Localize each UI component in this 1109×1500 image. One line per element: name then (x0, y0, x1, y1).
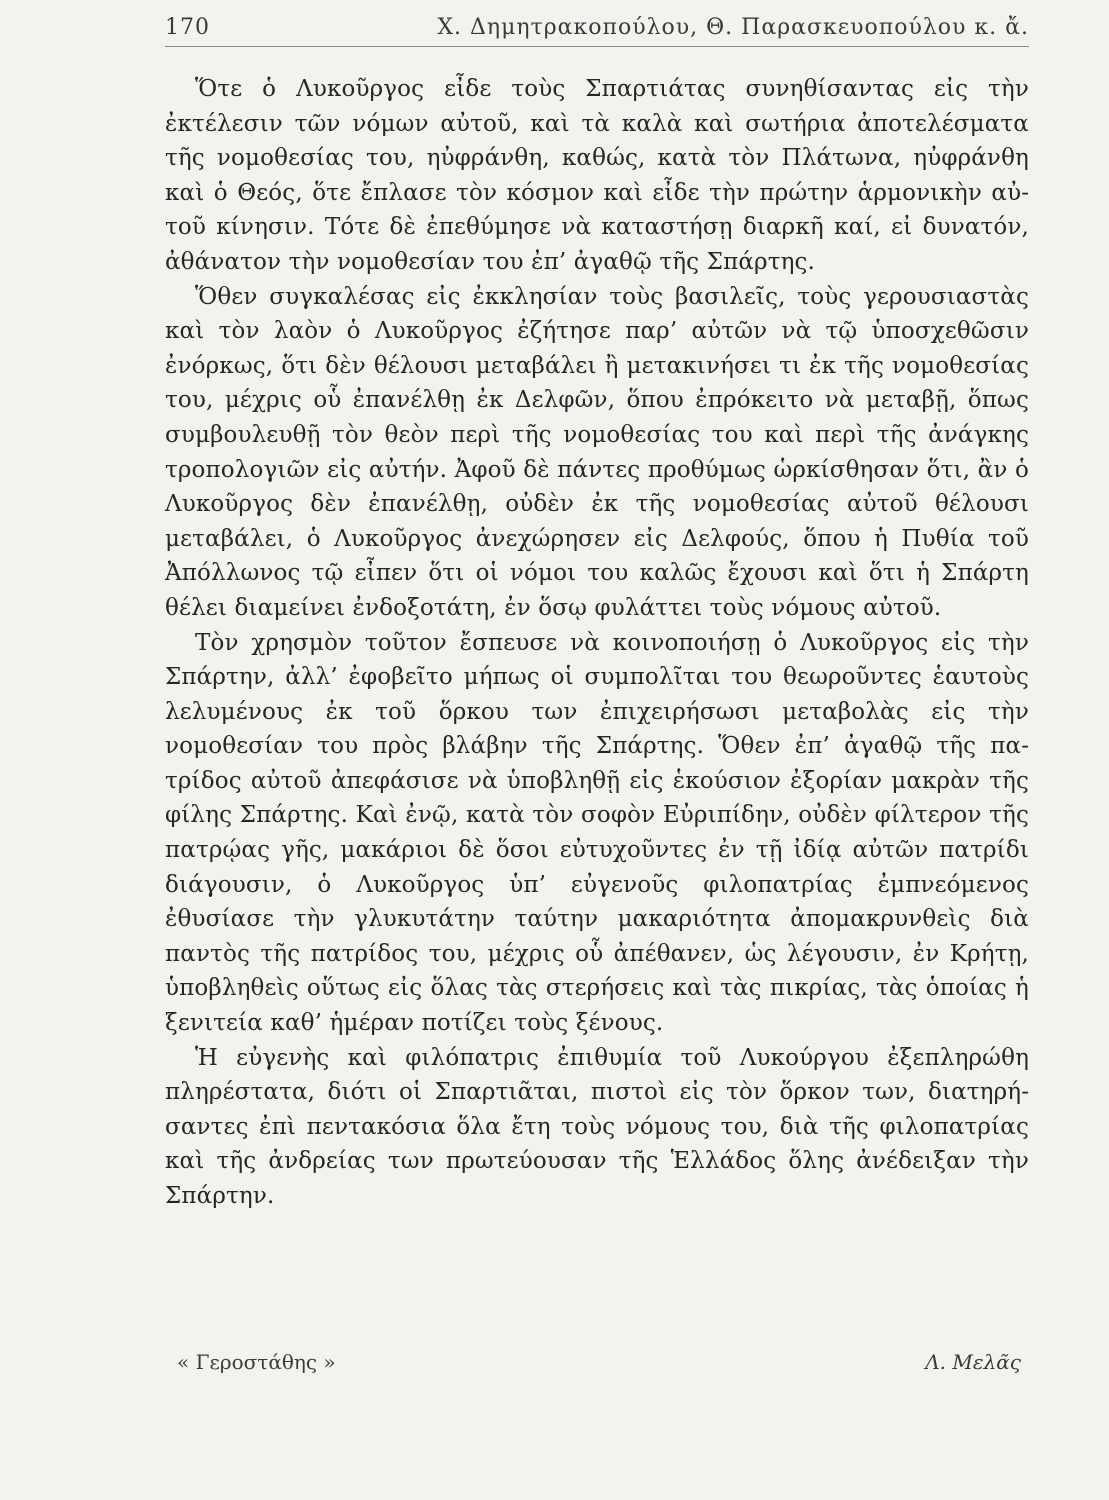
paragraph: Τὸν χρησμὸν τοῦτον ἔσπευσε νὰ κοινοποιήσῃ ὁ Λυκοῦργος εἰς τὴν Σπάρτην, ἀλλ’ ἐφοβεῖτο μήπως οἱ συμπολῖται του θεωροῦντες ἑαυτοὺς λελυμένους ἐκ τοῦ ὅρκου των ἐπιχειρήσωσι μεταβολὰς εἰς τὴν νομοθεσίαν του πρὸς βλάβην τῆς Σπάρτης. Ὅθεν ἐπ’ ἀγαθῷ τῆς πατρίδος αὐτοῦ ἀπεφάσισε νὰ ὑποβληθῇ εἰς ἑκούσιον ἐξορίαν μακρὰν τῆς φίλης Σπάρτης. Καὶ ἐνῷ, κατὰ τὸν σοφὸν Εὐριπίδην, οὐδὲν φίλτερον τῆς πατρῴας γῆς, μακάριοι δὲ ὅσοι εὐτυχοῦντες ἐν τῇ ἰδίᾳ αὐτῶν πατρίδι διάγουσιν, ὁ Λυκοῦργος ὑπ’ εὐγενοῦς φιλοπατρίας ἐμπνεόμενος ἐθυσίασε τὴν γλυκυτάτην ταύτην μακαριότητα ἀπομακρυνθεὶς διὰ παντὸς τῆς πατρίδος του, μέχρις οὗ ἀπέθανεν, ὡς λέγουσιν, ἐν Κρήτῃ, ὑποβληθεὶς οὕτως εἰς ὅλας τὰς στερήσεις καὶ τὰς πικρίας, τὰς ὁποίας ἡ ξενιτεία καθ’ ἡμέραν ποτίζει τοὺς ξένους. (165, 629, 1029, 1037)
paragraph: Ὅθεν συγκαλέσας εἰς ἐκκλησίαν τοὺς βασιλεῖς, τοὺς γερουσιαστὰς καὶ τὸν λαὸν ὁ Λυκοῦργος ἐζήτησε παρ’ αὐτῶν νὰ τῷ ὑποσχεθῶσιν ἐνόρκως, ὅτι δὲν θέλουσι μεταβάλει ἢ μετακινήσει τι ἐκ τῆς νομοθεσίας του, μέχρις οὗ ἐπανέλθῃ ἐκ Δελφῶν, ὅπου ἐπρόκειτο νὰ μεταβῇ, ὅπως συμβουλευθῇ τὸν θεὸν περὶ τῆς νομοθεσίας του καὶ περὶ τῆς ἀνάγκης τροπολογιῶν εἰς αὐτήν. Ἀφοῦ δὲ πάντες προθύμως ὡρκίσθησαν ὅτι, ἂν ὁ Λυκοῦργος δὲν ἐπανέλθῃ, οὐδὲν ἐκ τῆς νομοθεσίας αὐτοῦ θέλουσι μεταβάλει, ὁ Λυκοῦργος ἀνεχώρησεν εἰς Δελφούς, ὅπου ἡ Πυθία τοῦ Ἀπόλλωνος τῷ εἶπεν ὅτι οἱ νόμοι του καλῶς ἔχουσι καὶ ὅτι ἡ Σπάρτη θέλει διαμείνει ἐνδοξοτάτη, ἐν ὅσῳ φυλάττει τοὺς νόμους αὐτοῦ. (165, 283, 1029, 621)
running-head-authors: Χ. Δημητρακοπούλου, Θ. Παρασκευοπούλου κ. ἄ. (437, 15, 1029, 40)
running-head (165, 8, 1029, 47)
signature-line (165, 1350, 1029, 1374)
body-text (165, 72, 1029, 1214)
source-title: « Γεροστάθης » (177, 1350, 336, 1374)
paragraph: Ὅτε ὁ Λυκοῦργος εἶδε τοὺς Σπαρτιάτας συνηθίσαντας εἰς τὴν ἐκτέλεσιν τῶν νόμων αὐτοῦ, καὶ τὰ καλὰ καὶ σωτήρια ἀποτελέσματα τῆς νομοθεσίας του, ηὐφράνθη, καθώς, κατὰ τὸν Πλάτωνα, ηὐφράνθη καὶ ὁ Θεός, ὅτε ἔπλασε τὸν κόσμον καὶ εἶδε τὴν πρώτην ἁρμονικὴν αὐτοῦ κίνησιν. Τότε δὲ ἐπεθύμησε νὰ καταστήσῃ διαρκῆ καί, εἰ δυνατόν, ἀθάνατον τὴν νομοθεσίαν του ἐπ’ ἀγαθῷ τῆς Σπάρτης. (165, 76, 1029, 275)
paragraph: Ἡ εὐγενὴς καὶ φιλόπατρις ἐπιθυμία τοῦ Λυκούργου ἐξεπληρώθη πληρέστατα, διότι οἱ Σπαρτιᾶται, πιστοὶ εἰς τὸν ὅρκον των, διατηρήσαντες ἐπὶ πεντακόσια ὅλα ἔτη τοὺς νόμους του, διὰ τῆς φιλοπατρίας καὶ τῆς ἀνδρείας των πρωτεύουσαν τῆς Ἑλλάδος ὅλης ἀνέδειξαν τὴν Σπάρτην. (165, 1044, 1029, 1209)
author-name: Λ. Μελᾶς (925, 1350, 1021, 1374)
page-number: 170 (165, 15, 210, 40)
